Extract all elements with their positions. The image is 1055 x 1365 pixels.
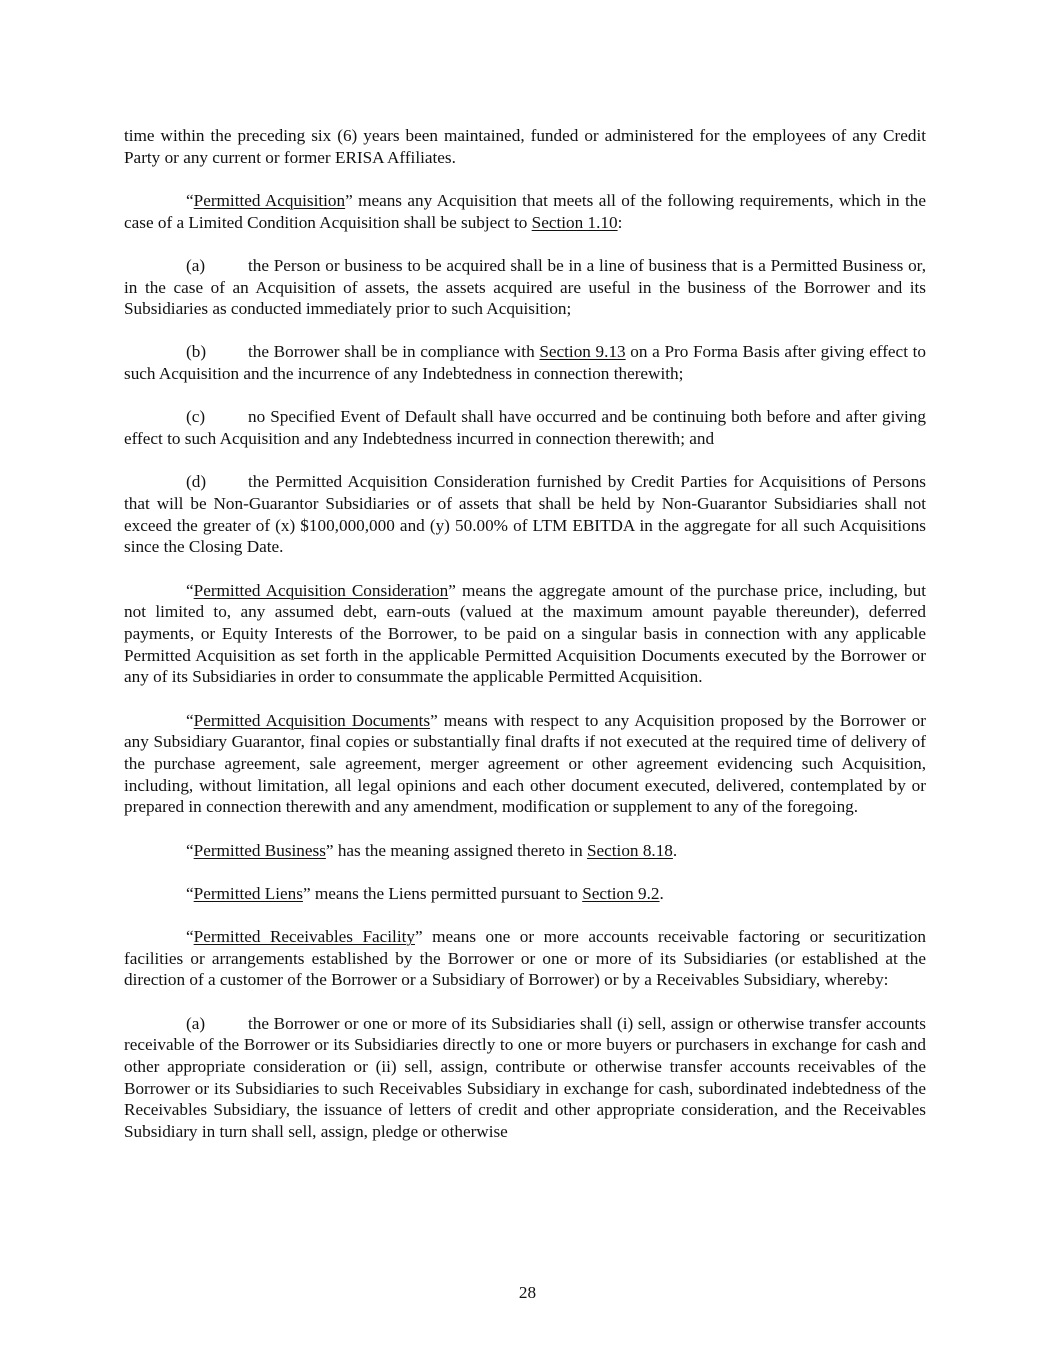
- definition-permitted-acquisition-documents: “Permitted Acquisition Documents” means with respect to any Acquisition proposed by the Borrower or any Subsidiary Guarantor, final copies or substantially final drafts if not executed at the required time of delivery of the purchase agreement, sale agreement, merger agreement or other agreement evidencing such Acquisition, including, without limitation, all legal opinions and each other document executed, delivered, contemplated by or prepared in connection therewith and any amendment, modification or supplement to any of the foregoing.: [124, 710, 926, 817]
- defined-term: Permitted Liens: [193, 883, 303, 903]
- clause-d: (d) the Permitted Acquisition Consideration furnished by Credit Parties for Acquisitions of Persons that will be Non-Guarantor Subsidiaries or of assets that shall be held by Non-Guarantor Subsidiaries shall not exceed the greater of (x) $100,000,000 and (y) 50.00% of LTM EBITDA in the aggregate for all such Acquisitions since the Closing Date.: [124, 472, 926, 557]
- receivables-clause-a: (a) the Borrower or one or more of its Subsidiaries shall (i) sell, assign or otherwise transfer accounts receivable of the Borrower or its Subsidiaries directly to one or more buyers or purchasers in exchange for cash and other appropriate consideration or (ii) sell, assign, contribute or otherwise transfer accounts receivables of the Borrower or its Subsidiaries to such Receivables Subsidiary in exchange for cash, subordinated indebtedness of the Receivables Subsidiary, the issuance of letters of credit and other appropriate consideration, and the Receivables Subsidiary in turn shall sell, assign, pledge or otherwise: [124, 1013, 926, 1142]
- defined-term: Permitted Receivables Facility: [193, 926, 415, 946]
- definition-permitted-business: “Permitted Business” has the meaning assigned thereto in Section 8.18.: [186, 840, 678, 860]
- defined-term: Permitted Acquisition: [193, 190, 346, 210]
- clause-a: (a) the Person or business to be acquired shall be in a line of business that is a Permitted Business or, in the case of an Acquisition of assets, the assets acquired are useful in the business of the Borrower and its Subsidiaries as conducted immediately prior to such Acquisition;: [124, 255, 926, 319]
- section-reference: Section 9.13: [539, 342, 626, 362]
- section-reference: Section 1.10: [531, 212, 618, 232]
- section-reference: Section 9.2: [582, 883, 660, 903]
- definition-permitted-receivables-facility: “Permitted Receivables Facility” means one or more accounts receivable factoring or securitization facilities or arrangements established by the Borrower or one or more of its Subsidiaries (or established at the direction of a customer of the Borrower or a Subsidiary of Borrower) or by a Receivables Subsidiary, whereby:: [124, 926, 926, 990]
- definition-permitted-liens: “Permitted Liens” means the Liens permitted pursuant to Section 9.2.: [186, 883, 664, 903]
- clause-c: (c) no Specified Event of Default shall have occurred and be continuing both before and after giving effect to such Acquisition and any Indebtedness incurred in connection therewith; and: [124, 407, 926, 449]
- defined-term: Permitted Business: [193, 840, 326, 860]
- clause-label: (a): [186, 255, 206, 275]
- clause-label: (a): [186, 1013, 206, 1033]
- definition-permitted-acquisition-consideration: “Permitted Acquisition Consideration” means the aggregate amount of the purchase price, including, but not limited to, any assumed debt, earn-outs (valued at the maximum amount payable thereunder), deferred payments, or Equity Interests of the Borrower, to be paid on a singular basis in connection with any applicable Permitted Acquisition as set forth in the applicable Permitted Acquisition Documents executed by the Borrower or any of its Subsidiaries in order to consummate the applicable Permitted Acquisition.: [124, 580, 927, 687]
- clause-label: (c): [186, 407, 206, 427]
- paragraph-continuation: time within the preceding six (6) years been maintained, funded or administered for the employees of any Credit Party or any current or former ERISA Affiliates.: [124, 126, 926, 167]
- page-number: 28: [518, 1283, 537, 1302]
- section-reference: Section 8.18: [586, 840, 673, 860]
- defined-term: Permitted Acquisition Consideration: [193, 580, 449, 600]
- defined-term: Permitted Acquisition Documents: [193, 710, 431, 730]
- clause-label: (b): [186, 342, 207, 362]
- clause-label: (d): [186, 472, 207, 492]
- document-body: [124, 125, 926, 1164]
- definition-permitted-acquisition: “Permitted Acquisition” means any Acquisition that meets all of the following requirements, which in the case of a Limited Condition Acquisition shall be subject to Section 1.10:: [124, 190, 926, 232]
- clause-b: (b) the Borrower shall be in compliance with Section 9.13 on a Pro Forma Basis after giving effect to such Acquisition and the incurrence of any Indebtedness in connection therewith;: [124, 342, 926, 384]
